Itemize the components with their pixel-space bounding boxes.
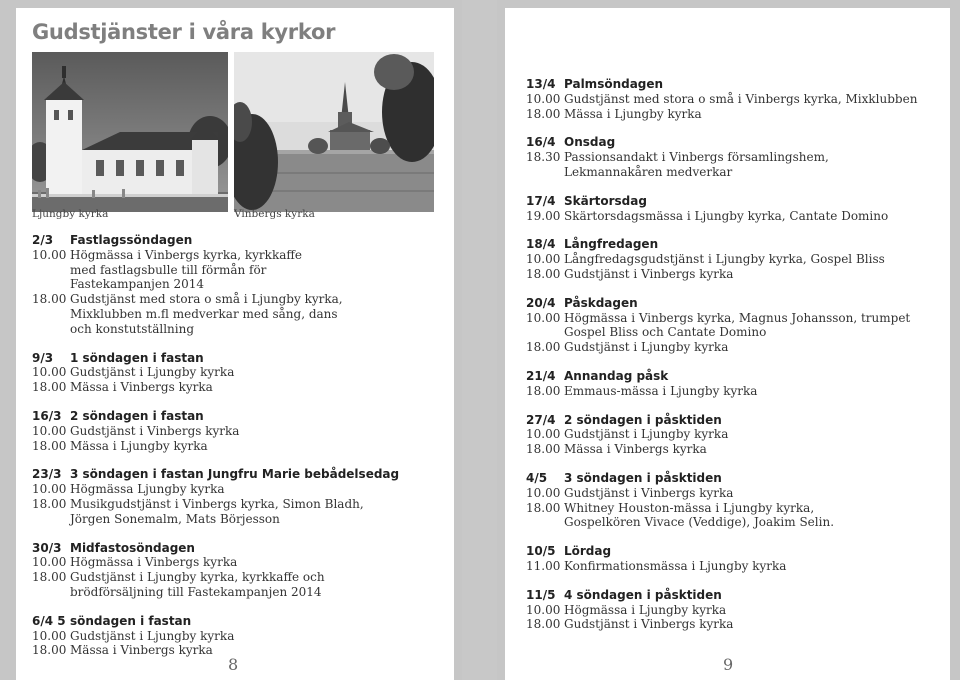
service-entry <box>32 351 399 395</box>
page-title: Gudstjänster i våra kyrkor <box>32 20 336 44</box>
service-entry <box>526 544 917 574</box>
service-description: Högmässa i Vinbergs kyrka, kyrkkaffe <box>70 247 302 262</box>
service-line <box>32 512 399 527</box>
service-description: Mässa i Ljungby kyrka <box>564 106 702 121</box>
service-entry <box>526 471 917 530</box>
vinbergs-caption: Vinbergs kyrka <box>234 208 315 220</box>
entry-header <box>526 77 917 92</box>
entry-date: 16/3 <box>32 408 62 423</box>
service-description: Högmässa i Vinbergs kyrka <box>70 555 238 570</box>
entry-header <box>32 409 399 424</box>
entry-heading: Palmsöndagen <box>564 77 664 91</box>
entry-heading: 3 söndagen i fastan Jungfru Marie bebådelsedag <box>70 467 400 482</box>
service-line <box>32 322 399 337</box>
service-line <box>32 424 399 439</box>
entry-heading: Skärtorsdag <box>564 193 647 208</box>
service-description: Gudstjänst med stora o små i Ljungby kyrka, <box>70 292 343 307</box>
service-description: Mässa i Vinbergs kyrka <box>564 442 707 457</box>
service-line <box>526 515 917 530</box>
service-time: 18.00 <box>32 380 67 395</box>
entry-date: 17/4 <box>526 193 556 208</box>
service-description: Mässa i Ljungby kyrka <box>70 438 208 453</box>
service-line <box>32 585 399 600</box>
service-description: Emmaus-mässa i Ljungby kyrka <box>564 383 758 398</box>
service-entry <box>526 237 917 281</box>
service-time <box>32 263 70 278</box>
service-time: 18.00 <box>526 442 561 457</box>
ljungby-caption: Ljungby kyrka <box>32 208 109 220</box>
vinbergs-church-photo <box>234 52 434 212</box>
service-line <box>526 92 917 107</box>
service-description: Gospelkören Vivace (Veddige), Joakim Selin. <box>564 515 835 530</box>
service-line <box>526 252 917 267</box>
entry-date: 10/5 <box>526 544 556 559</box>
entry-heading: 1 söndagen i fastan <box>70 350 204 365</box>
entry-heading: Lördag <box>564 544 612 559</box>
entry-header <box>526 588 917 603</box>
entry-header <box>32 467 399 482</box>
entry-date: 21/4 <box>526 368 556 383</box>
entry-heading: 2 söndagen i påsktiden <box>564 412 722 427</box>
entry-heading: Onsdag <box>564 135 616 150</box>
service-time: 10.00 <box>32 423 67 438</box>
service-description: Långfredagsgudstjänst i Ljungby kyrka, Gospel Bliss <box>564 252 885 267</box>
entry-header <box>32 541 399 556</box>
entry-heading: Påskdagen <box>564 295 638 310</box>
entry-header <box>526 194 917 209</box>
service-description: Skärtorsdagsmässa i Ljungby kyrka, Cantate Domino <box>564 208 889 223</box>
service-entry <box>526 588 917 632</box>
service-line <box>526 603 917 618</box>
page-number: 9 <box>723 655 734 674</box>
service-description: Gudstjänst i Vinbergs kyrka <box>564 485 734 500</box>
entry-date: 18/4 <box>526 237 556 252</box>
service-line <box>526 340 917 355</box>
right-page <box>497 0 960 680</box>
service-time: 10.00 <box>32 628 67 643</box>
entry-heading: Annandag påsk <box>564 368 669 383</box>
entry-header <box>526 135 917 150</box>
service-description: Gudstjänst i Vinbergs kyrka <box>564 266 734 281</box>
service-time <box>32 277 70 292</box>
service-description: och konstutställning <box>70 321 195 336</box>
service-description: Gudstjänst i Ljungby kyrka <box>564 427 729 442</box>
entry-date: 11/5 <box>526 587 556 602</box>
service-time <box>32 585 70 600</box>
service-line <box>32 629 399 644</box>
entry-heading: Fastlagssöndagen <box>70 233 193 247</box>
service-line <box>526 209 917 224</box>
service-time: 10.00 <box>526 427 561 442</box>
service-time <box>32 322 70 337</box>
service-line <box>32 482 399 497</box>
service-description: Gudstjänst i Ljungby kyrka <box>70 628 235 643</box>
service-time: 18.30 <box>526 150 561 165</box>
service-line <box>32 365 399 380</box>
service-entry <box>32 614 399 658</box>
entry-heading: 3 söndagen i påsktiden <box>564 470 722 485</box>
service-entry <box>526 135 917 179</box>
service-line <box>526 267 917 282</box>
entry-date: 2/3 <box>32 233 54 247</box>
service-time: 10.00 <box>32 482 67 497</box>
service-line <box>526 384 917 399</box>
service-time: 10.00 <box>526 310 561 325</box>
service-line <box>526 442 917 457</box>
service-line <box>32 248 399 263</box>
service-description: Passionsandakt i Vinbergs församlingshem, <box>564 150 829 165</box>
entry-date: 30/3 <box>32 540 62 555</box>
service-description: Whitney Houston-mässa i Ljungby kyrka, <box>564 500 815 515</box>
entry-heading: Långfredagen <box>564 237 659 252</box>
service-time <box>32 512 70 527</box>
service-entry <box>526 77 917 121</box>
entry-heading: 2 söndagen i fastan <box>70 408 204 423</box>
service-entry <box>526 296 917 355</box>
entry-date: 16/4 <box>526 135 556 150</box>
entry-header <box>32 351 399 366</box>
service-line <box>526 107 917 122</box>
entry-date: 20/4 <box>526 295 556 310</box>
service-line <box>32 570 399 585</box>
entry-date: 4/5 <box>526 470 548 485</box>
service-list-left <box>32 233 399 672</box>
service-line <box>526 165 917 180</box>
service-list-right <box>526 77 917 646</box>
entry-date: 23/3 <box>32 467 62 482</box>
service-line <box>526 325 917 340</box>
service-line <box>32 277 399 292</box>
page-number: 8 <box>228 655 239 674</box>
service-description: Fastekampanjen 2014 <box>70 277 205 292</box>
entry-date: 6/4 5 <box>32 613 66 628</box>
service-description: Musikgudstjänst i Vinbergs kyrka, Simon Bladh, <box>70 496 364 511</box>
service-time: 18.00 <box>32 292 67 307</box>
service-line <box>32 643 399 658</box>
service-time: 18.00 <box>526 617 561 632</box>
entry-header <box>526 471 917 486</box>
service-time: 19.00 <box>526 208 561 223</box>
service-description: Högmässa i Vinbergs kyrka, Magnus Johansson, trumpet <box>564 310 911 325</box>
service-description: Högmässa Ljungby kyrka <box>70 482 225 497</box>
service-time: 18.00 <box>32 496 67 511</box>
entry-heading: Midfastosöndagen <box>70 540 195 555</box>
entry-heading: söndagen i fastan <box>70 613 192 628</box>
service-line <box>526 427 917 442</box>
service-entry <box>526 413 917 457</box>
service-description: Gudstjänst med stora o små i Vinbergs kyrka, Mixklubben <box>564 91 918 106</box>
service-time: 11.00 <box>526 558 561 573</box>
service-line <box>526 617 917 632</box>
service-time <box>526 515 564 530</box>
entry-date: 9/3 <box>32 350 54 365</box>
entry-header <box>526 544 917 559</box>
service-time: 18.00 <box>32 438 67 453</box>
entry-heading: 4 söndagen i påsktiden <box>564 587 722 602</box>
service-time: 10.00 <box>526 602 561 617</box>
service-entry <box>32 541 399 600</box>
service-time: 10.00 <box>32 247 67 262</box>
service-time: 18.00 <box>526 500 561 515</box>
service-time: 18.00 <box>526 266 561 281</box>
service-line <box>32 555 399 570</box>
service-entry <box>32 409 399 453</box>
service-entry <box>32 233 399 337</box>
service-time <box>32 307 70 322</box>
service-line <box>526 150 917 165</box>
service-description: Gudstjänst i Vinbergs kyrka <box>564 617 734 632</box>
service-line <box>526 486 917 501</box>
service-line <box>526 501 917 516</box>
entry-header <box>526 237 917 252</box>
entry-header <box>526 369 917 384</box>
service-description: Konfirmationsmässa i Ljungby kyrka <box>564 558 787 573</box>
left-page <box>0 0 462 680</box>
entry-header <box>526 296 917 311</box>
service-time: 18.00 <box>32 643 67 658</box>
service-description: Mixklubben m.fl medverkar med sång, dans <box>70 306 338 321</box>
service-time: 18.00 <box>526 106 561 121</box>
service-description: Gudstjänst i Ljungby kyrka, kyrkkaffe och <box>70 570 325 585</box>
service-time: 10.00 <box>526 252 561 267</box>
service-description: Jörgen Sonemalm, Mats Börjesson <box>70 511 280 526</box>
service-entry <box>32 467 399 526</box>
entry-date: 13/4 <box>526 77 556 91</box>
entry-header <box>32 233 399 248</box>
service-time: 10.00 <box>32 365 67 380</box>
service-line <box>32 263 399 278</box>
service-time: 10.00 <box>32 555 67 570</box>
service-line <box>32 439 399 454</box>
entry-date: 27/4 <box>526 412 556 427</box>
service-description: Mässa i Vinbergs kyrka <box>70 643 213 658</box>
service-time <box>526 325 564 340</box>
service-time: 10.00 <box>526 485 561 500</box>
service-time: 18.00 <box>526 340 561 355</box>
service-time: 18.00 <box>32 570 67 585</box>
service-line <box>32 307 399 322</box>
service-description: med fastlagsbulle till förmån för <box>70 262 267 277</box>
service-time: 10.00 <box>526 91 561 106</box>
service-description: Mässa i Vinbergs kyrka <box>70 380 213 395</box>
service-entry <box>526 194 917 224</box>
service-description: Gudstjänst i Ljungby kyrka <box>564 340 729 355</box>
service-description: brödförsäljning till Fastekampanjen 2014 <box>70 584 322 599</box>
service-line <box>32 380 399 395</box>
service-description: Gudstjänst i Ljungby kyrka <box>70 365 235 380</box>
service-entry <box>526 369 917 399</box>
service-description: Gospel Bliss och Cantate Domino <box>564 325 767 340</box>
service-time <box>526 165 564 180</box>
entry-header <box>526 413 917 428</box>
service-time: 18.00 <box>526 383 561 398</box>
service-line <box>526 311 917 326</box>
ljungby-church-photo <box>32 52 228 212</box>
service-line <box>526 559 917 574</box>
entry-header <box>32 614 399 629</box>
service-description: Gudstjänst i Vinbergs kyrka <box>70 423 240 438</box>
service-description: Högmässa i Ljungby kyrka <box>564 602 727 617</box>
service-line <box>32 292 399 307</box>
service-description: Lekmannakåren medverkar <box>564 164 733 179</box>
service-line <box>32 497 399 512</box>
